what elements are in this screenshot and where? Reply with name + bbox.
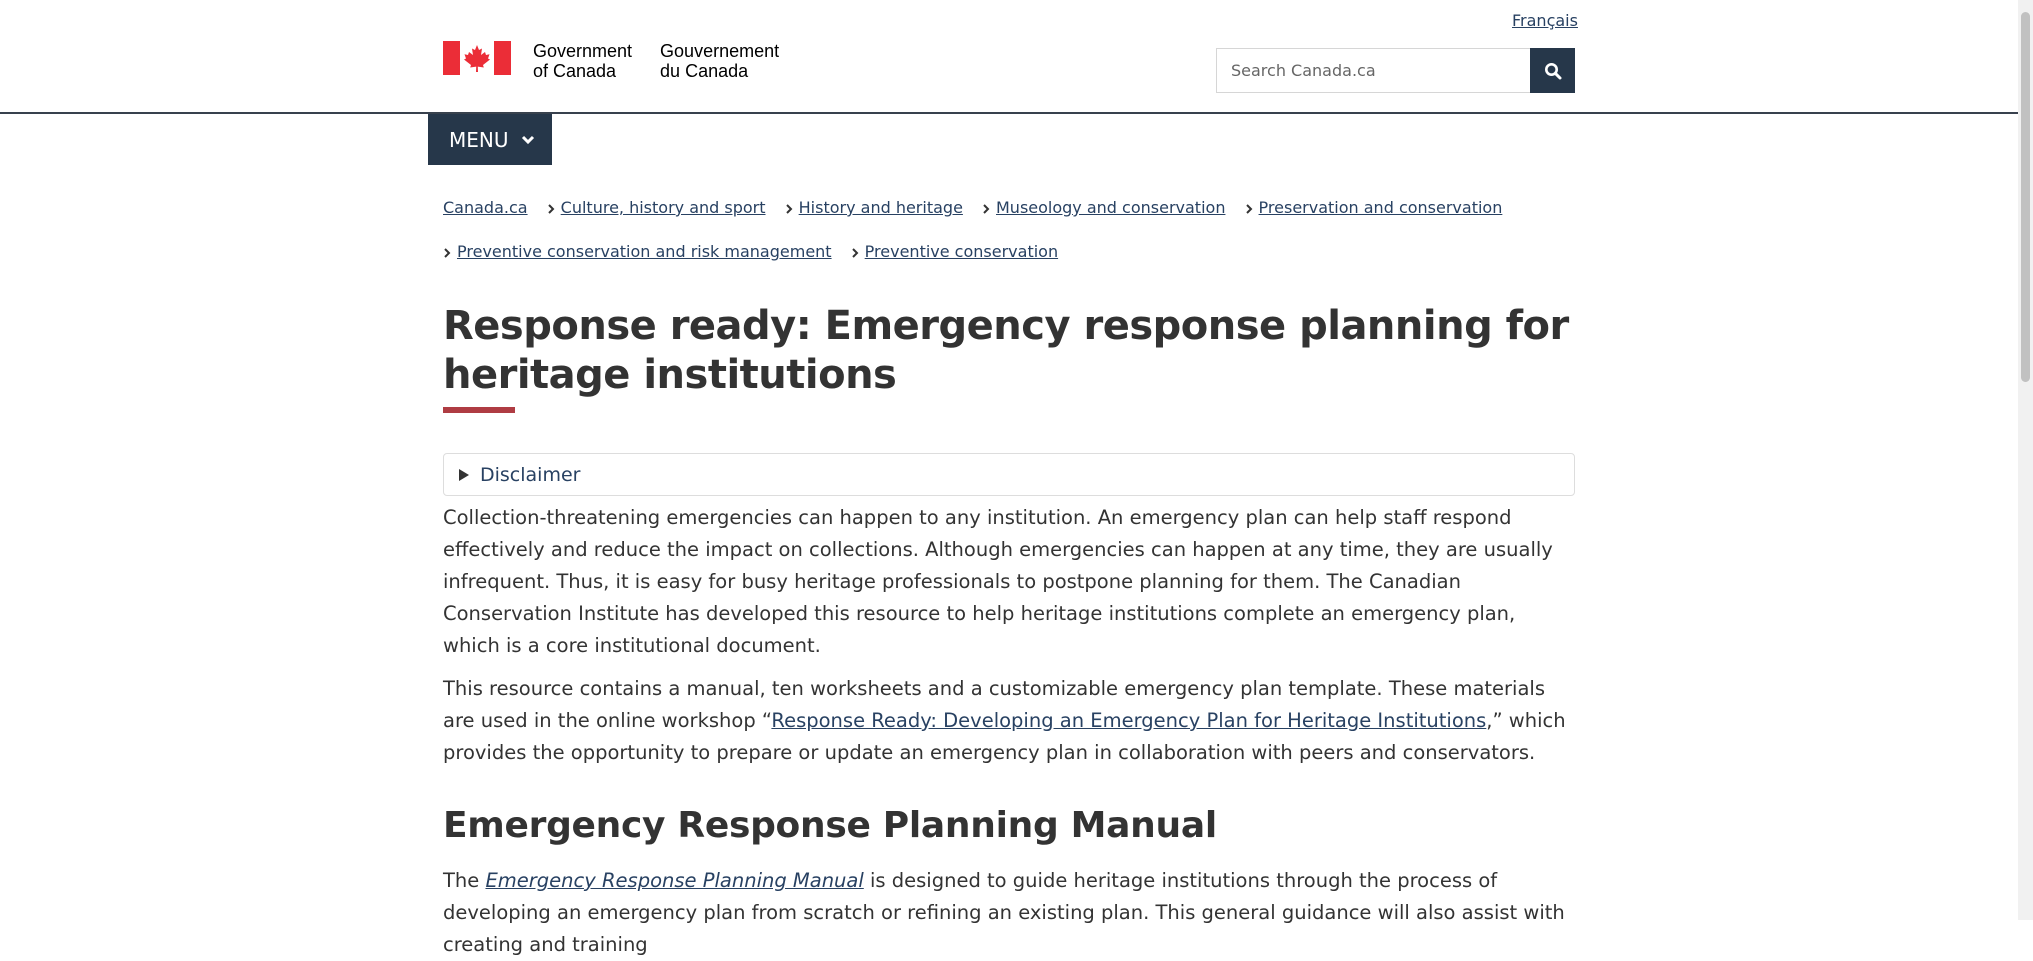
intro-paragraph: Collection-threatening emergencies can happen to any institution. An emergency plan can help staff respond effectively and reduce the impact on collections. Although emergencies can happen at any time, they are usually infrequent. Thus, it is easy for busy heritage professionals to postpone planning for them. The Canadian Conservation Institute has developed this resource to help heritage institutions complete an emergency plan, which is a core institutional document.	[443, 506, 1553, 657]
breadcrumb-link[interactable]: Museology and conservation	[996, 198, 1226, 217]
breadcrumb-item	[443, 186, 528, 229]
breadcrumb-item	[443, 230, 832, 274]
search-button[interactable]	[1530, 48, 1575, 93]
breadcrumb-link[interactable]: History and heritage	[798, 198, 963, 217]
vertical-scrollbar[interactable]	[2018, 0, 2033, 920]
resource-text-after: ,” which provides the opportunity to prepare or update an emergency plan in collaboration with peers and conservators.	[443, 709, 1566, 764]
manual-paragraph	[443, 865, 1578, 961]
manual-text-before: The	[443, 869, 486, 892]
menu-label: MENU	[449, 127, 509, 152]
wordmark-en-line1: Government	[533, 41, 633, 61]
search-icon	[1544, 62, 1562, 80]
manual-text-after: is designed to guide heritage institutions through the process of developing an emergency plan from scratch or refining an existing plan. This general guidance will also assist with creating and training	[443, 869, 1565, 956]
wordmark-en-line2: of Canada	[533, 61, 617, 81]
wordmark-fr-line1: Gouvernement	[660, 41, 780, 61]
breadcrumb-link[interactable]: Preservation and conservation	[1258, 198, 1503, 217]
manual-link[interactable]: Emergency Response Planning Manual	[485, 869, 864, 892]
triangle-right-icon	[458, 468, 470, 482]
breadcrumb-link[interactable]: Preventive conservation and risk management	[457, 242, 832, 261]
chevron-right-icon	[982, 187, 990, 230]
chevron-right-icon	[443, 231, 451, 274]
workshop-link[interactable]: Response Ready: Developing an Emergency Plan for Heritage Institutions	[771, 709, 1487, 732]
breadcrumb-item	[1245, 186, 1503, 230]
page-title: Response ready: Emergency response planning for heritage institutions	[443, 303, 1569, 398]
chevron-right-icon	[785, 187, 793, 230]
breadcrumb	[443, 186, 1573, 274]
chevron-down-icon	[521, 135, 535, 145]
chevron-right-icon	[851, 231, 859, 274]
breadcrumb-item	[851, 230, 1058, 274]
chevron-right-icon	[547, 187, 555, 230]
resource-text-before: This resource contains a manual, ten worksheets and a customizable emergency plan template. These materials are used in the online workshop “	[443, 677, 1545, 732]
wordmark-english	[533, 41, 632, 81]
chevron-right-icon	[1245, 187, 1253, 230]
site-search	[1216, 48, 1575, 93]
disclaimer-label: Disclaimer	[480, 463, 581, 486]
disclaimer-toggle[interactable]	[443, 453, 1575, 496]
government-of-canada-logo[interactable]	[443, 41, 779, 81]
scrollbar-thumb[interactable]	[2021, 12, 2030, 382]
manual-heading: Emergency Response Planning Manual	[443, 805, 1217, 846]
breadcrumb-link[interactable]: Culture, history and sport	[560, 198, 766, 217]
search-input[interactable]: Search Canada.ca	[1216, 48, 1530, 93]
breadcrumb-item	[785, 186, 963, 230]
site-header	[0, 0, 2018, 114]
wordmark-fr-line2: du Canada	[660, 61, 749, 81]
title-underline-divider	[443, 407, 515, 413]
breadcrumb-item	[982, 186, 1225, 230]
canada-flag-icon	[443, 41, 511, 75]
resource-paragraph	[443, 673, 1578, 769]
wordmark-french	[660, 41, 779, 81]
breadcrumb-link[interactable]: Preventive conservation	[864, 242, 1059, 261]
breadcrumb-item	[547, 186, 766, 230]
main-menu-button[interactable]	[428, 114, 552, 165]
breadcrumb-link[interactable]: Canada.ca	[443, 198, 528, 217]
language-toggle-link[interactable]: Français	[1512, 11, 1578, 30]
